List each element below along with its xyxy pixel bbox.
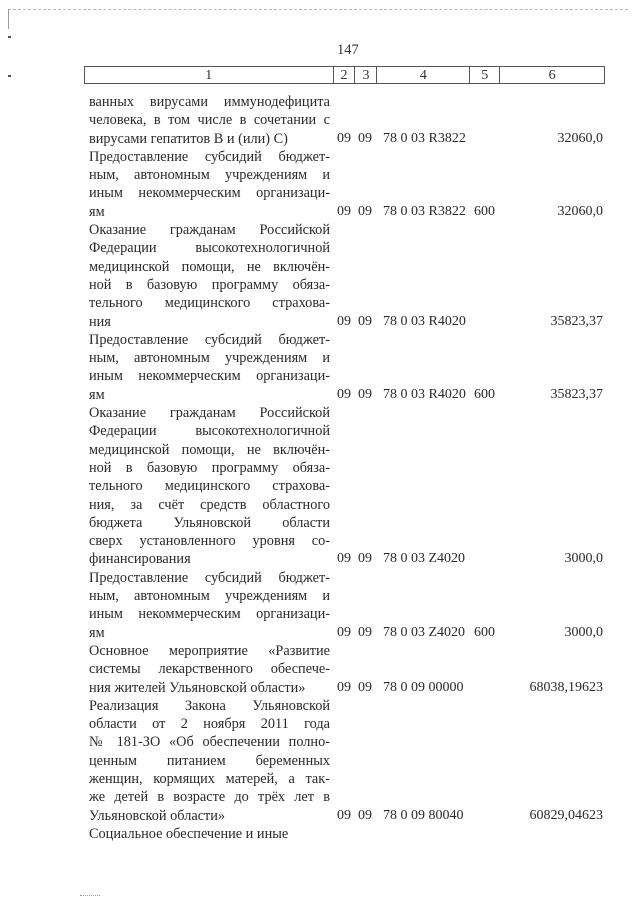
section-code: 09 xyxy=(337,386,351,402)
row-codes xyxy=(89,825,605,843)
description-line: тельного медицинского страхова- xyxy=(89,478,330,495)
description-line: области от 2 ноября 2011 года xyxy=(89,716,330,733)
table-row xyxy=(89,642,609,697)
description-line: ным, автономным учреждениям и xyxy=(89,167,330,184)
amount: 32060,0 xyxy=(557,130,603,146)
description-line: Социальное обеспечение и иные xyxy=(89,825,289,842)
description-line: медицинской помощи, не включён- xyxy=(89,441,330,458)
description-line: финансирования xyxy=(89,551,191,568)
table-row xyxy=(89,697,609,825)
description-line: иным некоммерческим организаци- xyxy=(89,606,330,623)
target-article-code: 78 0 09 00000 xyxy=(383,679,464,695)
row-codes xyxy=(89,624,605,642)
table-row xyxy=(89,93,609,148)
description-line: Федерации высокотехнологичной xyxy=(89,240,330,257)
description-line: сверх установленного уровня со- xyxy=(89,533,330,550)
description-line: ной в базовую программу обяза- xyxy=(89,459,330,476)
header-col-3: 3 xyxy=(355,67,377,83)
scan-artifact xyxy=(80,895,100,896)
row-codes xyxy=(89,386,605,404)
header-col-5: 5 xyxy=(470,67,500,83)
margin-mark xyxy=(8,75,11,77)
table-row xyxy=(89,404,609,569)
subsection-code: 09 xyxy=(358,203,372,219)
table-row xyxy=(89,825,609,843)
row-codes xyxy=(89,313,605,331)
table-row xyxy=(89,221,609,331)
amount: 35823,37 xyxy=(550,313,603,329)
description-line: Предоставление субсидий бюджет- xyxy=(89,569,330,586)
description-line: ной в базовую программу обяза- xyxy=(89,276,330,293)
description-line: человека, в том числе в сочетании с xyxy=(89,112,330,129)
section-code: 09 xyxy=(337,203,351,219)
description-line: ям xyxy=(89,386,105,403)
table-body xyxy=(89,93,609,843)
table-header-row xyxy=(84,66,605,84)
subsection-code: 09 xyxy=(358,624,372,640)
header-col-2: 2 xyxy=(334,67,356,83)
target-article-code: 78 0 03 R4020 xyxy=(383,313,466,329)
description-line: вирусами гепатитов В и (или) С) xyxy=(89,130,288,147)
description-line: ным, автономным учреждениям и xyxy=(89,350,330,367)
target-article-code: 78 0 03 Z4020 xyxy=(383,551,466,567)
description-line: Оказание гражданам Российской xyxy=(89,405,330,422)
description-line: ям xyxy=(89,624,105,641)
amount: 35823,37 xyxy=(550,386,603,402)
expense-type-code: 600 xyxy=(474,386,495,402)
description-line: ванных вирусами иммунодефицита xyxy=(89,94,330,110)
description-line: бюджета Ульяновской области xyxy=(89,514,330,531)
description-line: ценным питанием беременных xyxy=(89,752,330,769)
description-line: Предоставление субсидий бюджет- xyxy=(89,148,330,165)
subsection-code: 09 xyxy=(358,807,372,823)
description-line: тельного медицинского страхова- xyxy=(89,295,330,312)
description-line: системы лекарственного обеспече- xyxy=(89,661,330,678)
target-article-code: 78 0 03 Z4020 xyxy=(383,624,466,640)
description-line: Предоставление субсидий бюджет- xyxy=(89,331,330,348)
header-col-1: 1 xyxy=(85,67,334,83)
row-codes xyxy=(89,679,605,697)
table-row xyxy=(89,148,609,221)
page-number: 147 xyxy=(337,42,359,58)
subsection-code: 09 xyxy=(358,551,372,567)
target-article-code: 78 0 09 80040 xyxy=(383,807,464,823)
description-line: иным некоммерческим организаци- xyxy=(89,368,330,385)
description-line: ным, автономным учреждениям и xyxy=(89,588,330,605)
section-code: 09 xyxy=(337,679,351,695)
header-col-6: 6 xyxy=(548,68,556,83)
table-row xyxy=(89,569,609,642)
expense-type-code: 600 xyxy=(474,624,495,640)
table-row xyxy=(89,331,609,404)
description-line: ния жителей Ульяновской области» xyxy=(89,679,306,696)
subsection-code: 09 xyxy=(358,313,372,329)
description-line: Оказание гражданам Российской xyxy=(89,222,330,239)
row-description xyxy=(89,404,330,569)
section-code: 09 xyxy=(337,551,351,567)
row-codes xyxy=(89,807,605,825)
section-code: 09 xyxy=(337,807,351,823)
description-line: Федерации высокотехнологичной xyxy=(89,423,330,440)
amount: 3000,0 xyxy=(564,551,603,567)
amount: 3000,0 xyxy=(564,624,603,640)
subsection-code: 09 xyxy=(358,130,372,146)
row-codes xyxy=(89,203,605,221)
description-line: Ульяновской области» xyxy=(89,807,226,824)
subsection-code: 09 xyxy=(358,679,372,695)
section-code: 09 xyxy=(337,130,351,146)
description-line: ния xyxy=(89,313,111,330)
header-col-4: 4 xyxy=(377,67,470,83)
description-line: ния, за счёт средств областного xyxy=(89,496,330,513)
row-codes xyxy=(89,130,605,148)
description-line: женщин, кормящих матерей, а так- xyxy=(89,770,330,787)
description-line: медицинской помощи, не включён- xyxy=(89,258,330,275)
expense-type-code: 600 xyxy=(474,203,495,219)
description-line: же детей в возрасте до трёх лет в xyxy=(89,789,330,806)
description-line: ям xyxy=(89,203,105,220)
scan-edge-top xyxy=(8,9,628,10)
amount: 32060,0 xyxy=(557,203,603,219)
section-code: 09 xyxy=(337,624,351,640)
section-code: 09 xyxy=(337,313,351,329)
amount: 68038,19623 xyxy=(529,679,603,695)
target-article-code: 78 0 03 R3822 xyxy=(383,203,466,219)
description-line: Реализация Закона Ульяновской xyxy=(89,697,330,714)
margin-mark xyxy=(8,36,11,38)
target-article-code: 78 0 03 R3822 xyxy=(383,130,466,146)
description-line: иным некоммерческим организаци- xyxy=(89,185,330,202)
description-line: Основное мероприятие «Развитие xyxy=(89,642,330,659)
row-codes xyxy=(89,550,605,568)
subsection-code: 09 xyxy=(358,386,372,402)
description-line: № 181-ЗО «Об обеспечении полно- xyxy=(89,734,330,751)
target-article-code: 78 0 03 R4020 xyxy=(383,386,466,402)
amount: 60829,04623 xyxy=(529,807,603,823)
scan-edge-left xyxy=(8,9,9,29)
